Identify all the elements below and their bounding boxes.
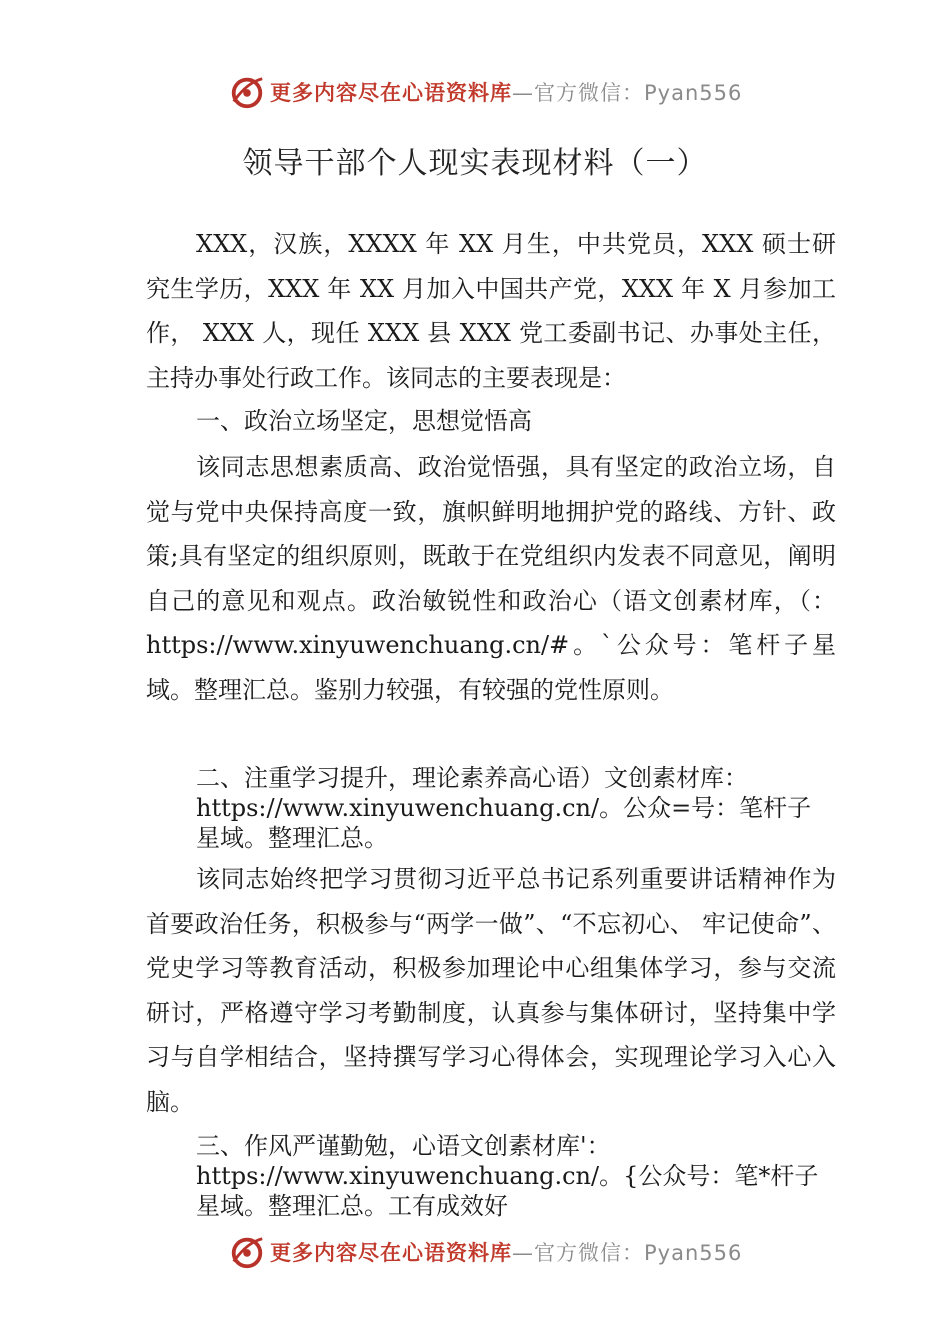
banner-account: Pyan556 xyxy=(644,1241,743,1265)
banner-main: 更多内容尽在心语资料库 xyxy=(270,81,512,105)
banner-dash: — xyxy=(512,81,534,105)
banner-text xyxy=(270,1237,742,1267)
footer-banner xyxy=(228,1230,748,1274)
section1-heading: 一、政治立场坚定，思想觉悟高 xyxy=(196,407,532,435)
xinyu-logo-icon xyxy=(228,73,266,111)
banner-dash: — xyxy=(512,1241,534,1265)
section1-body: 该同志思想素质高、政治觉悟强，具有坚定的政治立场，自觉与党中央保持高度一致，旗帜鲜明地拥护党的路线、方针、政策;具有坚定的组织原则，既敢于在党组织内发表不同意见，阐明自己的意见和观点。政治敏锐性和政治心（语文创素材库，（：https://www.xinyuwenchuang.cn/#。`公众号：笔杆子星域。整理汇总。鉴别力较强，有较强的党性原则。 xyxy=(146,453,836,704)
banner-label: 官方微信： xyxy=(534,81,644,105)
banner-label: 官方微信： xyxy=(534,1241,644,1265)
banner-account: Pyan556 xyxy=(644,81,743,105)
intro-paragraph: XXX，汉族，XXXX 年 XX 月生，中共党员，XXX 硕士研究生学历，XXX 年 XX 月加入中国共产党，XXX 年 X 月参加工作， XXX 人，现任 XXX 县 XXX 党工委副书记、办事处主任，主持办事处行政工作。该同志的主要表现是： xyxy=(146,230,836,392)
section2-body: 该同志始终把学习贯彻习近平总书记系列重要讲话精神作为首要政治任务，积极参与“两学一做”、“不忘初心、 牢记使命”、党史学习等教育活动，积极参加理论中心组集体学习，参与交流研讨，严格遵守学习考勤制度，认真参与集体研讨，坚持集中学习与自学相结合，坚持撰写学习心得体会，实现理论学习入心入脑。 xyxy=(146,865,836,1116)
section3-heading: 三、作风严谨勤勉，心语文创素材库'：https://www.xinyuwenchuang.cn/。{公众号：笔*杆子星域。整理汇总。工有成效好 xyxy=(196,1132,819,1220)
header-banner xyxy=(228,70,748,114)
section2-heading: 二、注重学习提升，理论素养高心语）文创素材库：https://www.xinyuwenchuang.cn/。公众=号：笔杆子星域。整理汇总。 xyxy=(196,764,812,852)
banner-main: 更多内容尽在心语资料库 xyxy=(270,1241,512,1265)
banner-text xyxy=(270,77,742,107)
document-title: 领导干部个人现实表现材料（一） xyxy=(242,146,708,181)
xinyu-logo-icon xyxy=(228,1233,266,1271)
